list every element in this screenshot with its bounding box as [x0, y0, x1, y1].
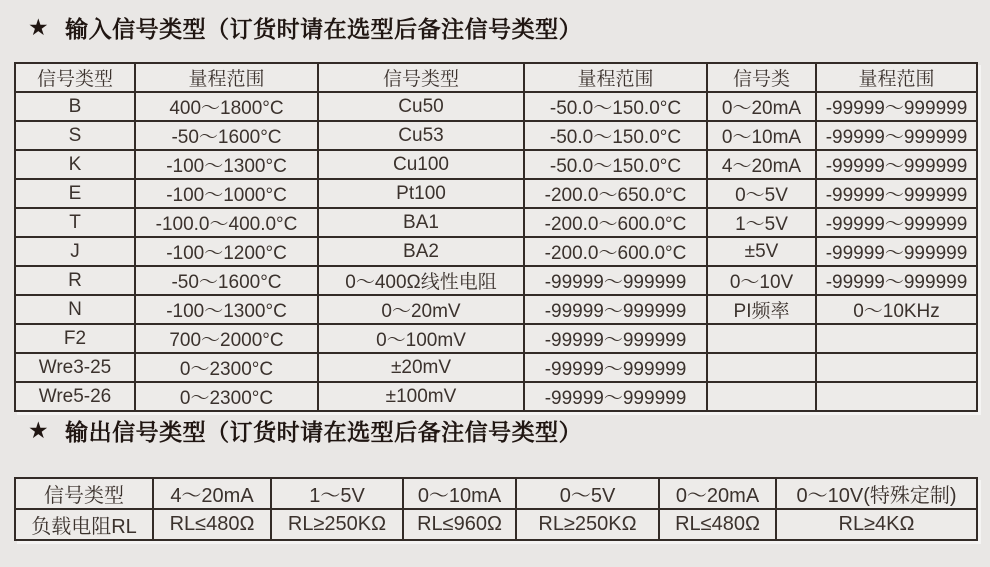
input-table-cell: -200.0～600.0°C	[524, 237, 707, 266]
input-table-cell: S	[15, 121, 135, 150]
input-table-cell: Cu50	[318, 92, 524, 121]
output-table-cell: RL≥250KΩ	[516, 509, 659, 540]
input-table-cell: -99999～999999	[524, 295, 707, 324]
output-table-row	[15, 509, 977, 540]
input-table-cell: Wre5-26	[15, 382, 135, 411]
input-table-cell: -99999～999999	[524, 266, 707, 295]
input-column-header: 信号类型	[15, 63, 135, 92]
output-table-row	[15, 478, 977, 509]
input-table-row	[15, 353, 977, 382]
input-table-cell: 0～100mV	[318, 324, 524, 353]
output-table-cell: RL≥4KΩ	[776, 509, 977, 540]
input-table-cell: R	[15, 266, 135, 295]
output-table-cell: RL≤960Ω	[403, 509, 516, 540]
input-column-header: 量程范围	[524, 63, 707, 92]
input-table-cell: -99999～999999	[524, 353, 707, 382]
input-table-cell: -50～1600°C	[135, 266, 318, 295]
input-table-cell: 400～1800°C	[135, 92, 318, 121]
output-table-cell: RL≤480Ω	[659, 509, 776, 540]
input-table-cell	[707, 324, 816, 353]
star-icon: ★	[28, 14, 50, 40]
star-icon: ★	[28, 417, 50, 443]
input-column-header: 信号类	[707, 63, 816, 92]
output-signal-table	[14, 477, 978, 541]
input-table-cell	[816, 382, 977, 411]
input-table-cell: 0～2300°C	[135, 353, 318, 382]
input-table-cell: PI频率	[707, 295, 816, 324]
output-table-cell: 0～10V(特殊定制)	[776, 478, 977, 509]
input-table-cell: 0～5V	[707, 179, 816, 208]
input-table-cell: -200.0～600.0°C	[524, 208, 707, 237]
input-table-cell: Cu100	[318, 150, 524, 179]
input-table-cell: 700～2000°C	[135, 324, 318, 353]
output-section-title	[28, 414, 582, 447]
input-table-cell: N	[15, 295, 135, 324]
input-table-row	[15, 92, 977, 121]
input-table-cell: -100～1000°C	[135, 179, 318, 208]
input-table-row	[15, 150, 977, 179]
input-table-cell: BA2	[318, 237, 524, 266]
output-section-title-text: 输出信号类型（订货时请在选型后备注信号类型）	[65, 419, 583, 445]
output-table-cell: RL≤480Ω	[153, 509, 271, 540]
input-table-cell: 1～5V	[707, 208, 816, 237]
input-column-header: 信号类型	[318, 63, 524, 92]
input-table-row	[15, 121, 977, 150]
output-table-cell: RL≥250KΩ	[271, 509, 403, 540]
input-table-row	[15, 295, 977, 324]
input-table-cell: 0～10V	[707, 266, 816, 295]
input-table-cell: -99999～999999	[816, 92, 977, 121]
input-table-cell: 0～2300°C	[135, 382, 318, 411]
input-table-cell: -99999～999999	[816, 266, 977, 295]
input-table-cell: ±20mV	[318, 353, 524, 382]
input-section-title-text: 输入信号类型（订货时请在选型后备注信号类型）	[65, 16, 583, 42]
input-table-cell	[707, 353, 816, 382]
input-table-cell: 0～10KHz	[816, 295, 977, 324]
input-table-row	[15, 208, 977, 237]
input-table-cell: T	[15, 208, 135, 237]
input-table-cell: F2	[15, 324, 135, 353]
input-table-cell: J	[15, 237, 135, 266]
input-table-cell: -100～1300°C	[135, 295, 318, 324]
input-table-row	[15, 324, 977, 353]
input-table-cell: -50.0～150.0°C	[524, 150, 707, 179]
input-table-cell: B	[15, 92, 135, 121]
output-table-cell: 0～5V	[516, 478, 659, 509]
input-table-row	[15, 266, 977, 295]
input-table-cell: -99999～999999	[524, 382, 707, 411]
input-table-cell: -99999～999999	[816, 179, 977, 208]
input-table-cell: -100～1200°C	[135, 237, 318, 266]
output-table-cell: 1～5V	[271, 478, 403, 509]
input-table-cell: -99999～999999	[816, 150, 977, 179]
input-table-cell: -50.0～150.0°C	[524, 121, 707, 150]
input-table-cell: -99999～999999	[816, 237, 977, 266]
input-table-cell	[816, 353, 977, 382]
input-table-cell: -99999～999999	[816, 121, 977, 150]
output-table-cell: 4～20mA	[153, 478, 271, 509]
input-column-header: 量程范围	[135, 63, 318, 92]
input-table-row	[15, 179, 977, 208]
input-table-cell: -200.0～650.0°C	[524, 179, 707, 208]
input-table-cell: Wre3-25	[15, 353, 135, 382]
input-table-cell: -100.0～400.0°C	[135, 208, 318, 237]
input-table-cell: 0～400Ω线性电阻	[318, 266, 524, 295]
input-table-cell: -50～1600°C	[135, 121, 318, 150]
input-section-title	[28, 11, 582, 44]
output-table-cell: 信号类型	[15, 478, 153, 509]
input-table-cell	[816, 324, 977, 353]
input-table-cell	[707, 382, 816, 411]
input-table-cell: BA1	[318, 208, 524, 237]
input-table-cell: 0～20mV	[318, 295, 524, 324]
input-table-cell: E	[15, 179, 135, 208]
input-table-cell: Pt100	[318, 179, 524, 208]
input-table-cell: Cu53	[318, 121, 524, 150]
output-table-cell: 0～10mA	[403, 478, 516, 509]
input-table-row	[15, 237, 977, 266]
input-table-cell: -100～1300°C	[135, 150, 318, 179]
input-signal-table	[14, 62, 978, 412]
input-table-row	[15, 382, 977, 411]
input-table-cell: -99999～999999	[816, 208, 977, 237]
input-table-cell: -99999～999999	[524, 324, 707, 353]
output-table-cell: 0～20mA	[659, 478, 776, 509]
input-table-cell: -50.0～150.0°C	[524, 92, 707, 121]
input-column-header: 量程范围	[816, 63, 977, 92]
input-table-cell: 0～20mA	[707, 92, 816, 121]
input-table-cell: ±100mV	[318, 382, 524, 411]
input-table-cell: ±5V	[707, 237, 816, 266]
input-table-cell: 4～20mA	[707, 150, 816, 179]
output-table-cell: 负载电阻RL	[15, 509, 153, 540]
input-table-header-row	[15, 63, 977, 92]
input-table-cell: 0～10mA	[707, 121, 816, 150]
input-table-cell: K	[15, 150, 135, 179]
